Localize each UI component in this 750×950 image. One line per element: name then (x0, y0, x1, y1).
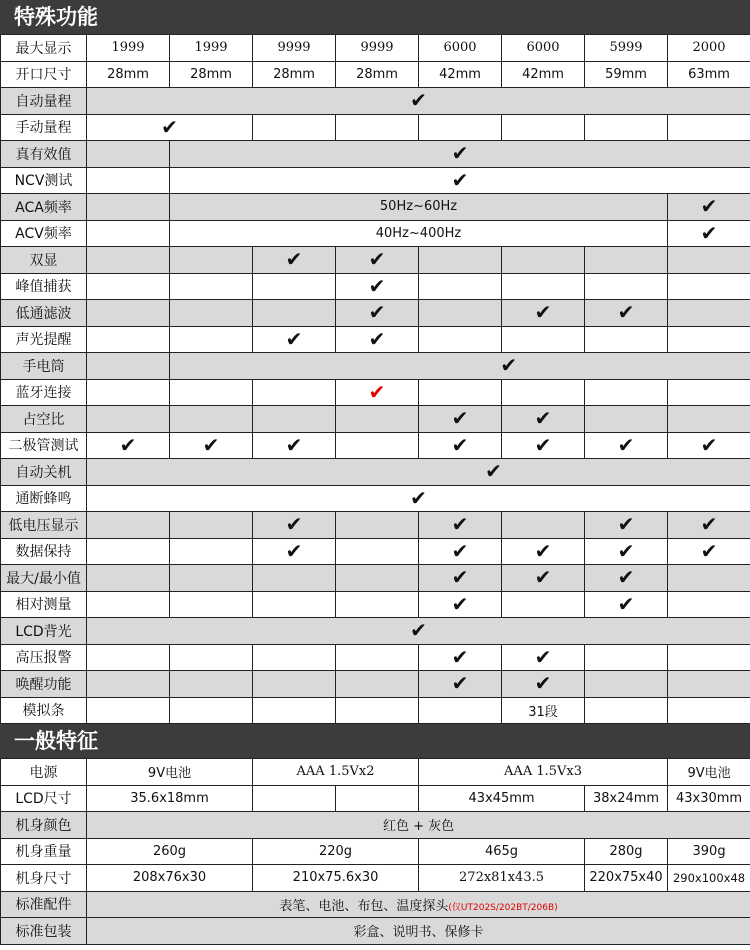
feature-row-low-battery (1, 512, 750, 539)
check-cell (585, 300, 668, 327)
empty-cell (502, 512, 585, 539)
empty-cell (87, 273, 170, 300)
accessories-note: (仅UT202S/202BT/206B) (448, 902, 558, 913)
value-cell: 220g (253, 838, 419, 865)
check-icon: ✔ (410, 618, 427, 643)
row-label: 电源 (1, 759, 87, 786)
row-label: ACA频率 (1, 194, 87, 221)
empty-cell (419, 379, 502, 406)
general-row-color (1, 812, 750, 839)
check-icon: ✔ (368, 273, 386, 298)
row-label: 机身重量 (1, 838, 87, 865)
check-cell (170, 167, 750, 194)
check-cell (419, 406, 502, 433)
empty-cell (87, 247, 170, 274)
row-label: 唤醒功能 (1, 671, 87, 698)
special-features-table (0, 34, 750, 724)
row-label: 标准包装 (1, 918, 87, 945)
general-row-size (1, 865, 750, 892)
check-cell (87, 485, 750, 512)
empty-cell (170, 644, 253, 671)
empty-cell (170, 300, 253, 327)
empty-cell (87, 538, 170, 565)
check-cell (87, 618, 750, 645)
check-icon: ✔ (202, 432, 220, 457)
note-cell: 31段 (502, 697, 585, 724)
value-cell: 9V电池 (668, 759, 750, 786)
feature-row-wake (1, 671, 750, 698)
row-label: LCD尺寸 (1, 785, 87, 812)
value-cell: 28mm (170, 61, 253, 88)
empty-cell (668, 300, 750, 327)
empty-cell (170, 512, 253, 539)
value-cell: 208x76x30 (87, 865, 253, 892)
check-icon: ✔ (534, 671, 552, 696)
feature-row-aca-freq (1, 194, 750, 221)
check-cell (419, 432, 502, 459)
empty-cell (170, 538, 253, 565)
check-icon: ✔ (451, 591, 469, 616)
feature-row-peak-capture (1, 273, 750, 300)
value-cell: AAA 1.5Vx3 (419, 759, 668, 786)
check-cell (585, 432, 668, 459)
check-cell (502, 406, 585, 433)
empty-cell (170, 326, 253, 353)
feature-row-max-min (1, 565, 750, 592)
row-label: 手动量程 (1, 114, 87, 141)
value-cell: 28mm (336, 61, 419, 88)
empty-cell (668, 565, 750, 592)
check-icon: ✔ (368, 247, 386, 272)
empty-cell (585, 114, 668, 141)
feature-row-flashlight (1, 353, 750, 380)
value-cell: 220x75x40 (585, 865, 668, 892)
value-cell: 9999 (336, 35, 419, 62)
empty-cell (253, 273, 336, 300)
row-label: 占空比 (1, 406, 87, 433)
empty-cell (668, 406, 750, 433)
check-icon: ✔ (368, 300, 386, 325)
check-icon: ✔ (534, 565, 552, 590)
empty-cell (253, 671, 336, 698)
check-icon: ✔ (617, 432, 635, 457)
header-row-jaw-size (1, 61, 750, 88)
value-cell: 1999 (170, 35, 253, 62)
empty-cell (336, 785, 419, 812)
check-cell (668, 220, 750, 247)
value-cell: 465g (419, 838, 585, 865)
section-general-header: 一般特征 (0, 724, 750, 758)
row-label: 峰值捕获 (1, 273, 87, 300)
check-icon: ✔ (451, 167, 469, 192)
row-label: 自动关机 (1, 459, 87, 486)
check-icon: ✔ (368, 326, 386, 351)
check-cell (585, 538, 668, 565)
row-label: 标准配件 (1, 891, 87, 918)
feature-row-data-hold (1, 538, 750, 565)
check-icon: ✔ (161, 114, 178, 139)
check-icon: ✔ (410, 485, 427, 510)
value-cell: 6000 (502, 35, 585, 62)
value-cell: 6000 (419, 35, 502, 62)
feature-row-alarm (1, 326, 750, 353)
value-cell: 59mm (585, 61, 668, 88)
feature-row-auto-range (1, 88, 750, 115)
row-label: NCV测试 (1, 167, 87, 194)
general-row-power (1, 759, 750, 786)
empty-cell (668, 326, 750, 353)
row-label: 二极管测试 (1, 432, 87, 459)
general-row-weight (1, 838, 750, 865)
empty-cell (585, 326, 668, 353)
feature-row-auto-off (1, 459, 750, 486)
row-label: 机身颜色 (1, 812, 87, 839)
empty-cell (336, 538, 419, 565)
empty-cell (419, 247, 502, 274)
value-cell: 43x30mm (668, 785, 750, 812)
empty-cell (336, 591, 419, 618)
check-icon: ✔ (534, 538, 552, 563)
check-cell (668, 194, 750, 221)
empty-cell (253, 114, 336, 141)
row-label: 最大/最小值 (1, 565, 87, 592)
check-cell (419, 644, 502, 671)
check-icon: ✔ (451, 538, 469, 563)
feature-row-relative (1, 591, 750, 618)
check-cell (253, 247, 336, 274)
check-cell (336, 247, 419, 274)
empty-cell (668, 114, 750, 141)
feature-row-manual-range (1, 114, 750, 141)
empty-cell (585, 671, 668, 698)
empty-cell (502, 591, 585, 618)
row-label: 低通滤波 (1, 300, 87, 327)
empty-cell (585, 247, 668, 274)
empty-cell (336, 512, 419, 539)
check-icon: ✔ (451, 141, 469, 166)
check-cell (502, 671, 585, 698)
check-icon: ✔ (617, 300, 635, 325)
empty-cell (170, 247, 253, 274)
empty-cell (502, 273, 585, 300)
check-icon: ✔ (285, 432, 303, 457)
check-icon: ✔ (700, 538, 718, 563)
check-icon: ✔ (617, 538, 635, 563)
check-cell (419, 591, 502, 618)
check-icon: ✔ (119, 432, 137, 457)
feature-row-backlight (1, 618, 750, 645)
check-icon: ✔ (617, 565, 635, 590)
check-icon: ✔ (285, 538, 303, 563)
check-icon: ✔ (617, 512, 635, 537)
accessories-text: 表笔、电池、布包、温度探头 (279, 898, 449, 914)
empty-cell (87, 565, 170, 592)
row-label: 开口尺寸 (1, 61, 87, 88)
general-row-lcd (1, 785, 750, 812)
empty-cell (87, 591, 170, 618)
check-cell (87, 459, 750, 486)
empty-cell (87, 220, 170, 247)
check-cell (336, 326, 419, 353)
check-icon: ✔ (451, 671, 469, 696)
check-icon: ✔ (410, 88, 427, 113)
check-icon: ✔ (368, 379, 386, 404)
check-icon: ✔ (285, 326, 303, 351)
check-icon: ✔ (534, 406, 552, 431)
value-cell: 42mm (502, 61, 585, 88)
empty-cell (87, 697, 170, 724)
row-label: 相对测量 (1, 591, 87, 618)
value-cell: 210x75.6x30 (253, 865, 419, 892)
check-cell (585, 512, 668, 539)
row-label: 模拟条 (1, 697, 87, 724)
check-cell (170, 141, 750, 168)
feature-row-bluetooth (1, 379, 750, 406)
empty-cell (253, 406, 336, 433)
feature-row-continuity (1, 485, 750, 512)
feature-row-analog-bar (1, 697, 750, 724)
empty-cell (668, 273, 750, 300)
general-features-table (0, 758, 750, 945)
empty-cell (87, 379, 170, 406)
check-icon: ✔ (451, 512, 469, 537)
empty-cell (585, 379, 668, 406)
empty-cell (668, 591, 750, 618)
empty-cell (419, 697, 502, 724)
row-label: 机身尺寸 (1, 865, 87, 892)
check-icon: ✔ (285, 512, 303, 537)
check-cell (502, 300, 585, 327)
value-cell: 390g (668, 838, 750, 865)
row-label: 双显 (1, 247, 87, 274)
empty-cell (668, 697, 750, 724)
value-cell: 5999 (585, 35, 668, 62)
check-icon: ✔ (500, 353, 518, 378)
check-icon: ✔ (485, 459, 502, 484)
check-cell (336, 379, 419, 406)
check-icon: ✔ (534, 300, 552, 325)
empty-cell (253, 300, 336, 327)
check-icon: ✔ (700, 432, 718, 457)
empty-cell (87, 167, 170, 194)
empty-cell (336, 406, 419, 433)
check-icon: ✔ (451, 644, 469, 669)
value-cell: 红色 + 灰色 (87, 812, 750, 839)
check-cell (668, 432, 750, 459)
feature-row-duty-cycle (1, 406, 750, 433)
value-cell: 290x100x48 (668, 865, 750, 892)
empty-cell (668, 379, 750, 406)
empty-cell (87, 406, 170, 433)
empty-cell (170, 565, 253, 592)
row-label: 自动量程 (1, 88, 87, 115)
empty-cell (253, 379, 336, 406)
empty-cell (87, 644, 170, 671)
check-icon: ✔ (451, 406, 469, 431)
check-cell (336, 273, 419, 300)
feature-row-dual-display (1, 247, 750, 274)
empty-cell (170, 406, 253, 433)
value-cell: 280g (585, 838, 668, 865)
check-cell (668, 538, 750, 565)
empty-cell (170, 273, 253, 300)
check-cell (502, 432, 585, 459)
check-cell (170, 353, 750, 380)
check-cell (336, 300, 419, 327)
row-label: 通断蜂鸣 (1, 485, 87, 512)
empty-cell (585, 406, 668, 433)
value-cell: 43x45mm (419, 785, 585, 812)
check-cell (585, 591, 668, 618)
value-cell: 9999 (253, 35, 336, 62)
empty-cell (336, 114, 419, 141)
check-cell (253, 326, 336, 353)
check-icon: ✔ (285, 247, 303, 272)
feature-row-ncv (1, 167, 750, 194)
empty-cell (253, 785, 336, 812)
empty-cell (87, 194, 170, 221)
check-icon: ✔ (534, 644, 552, 669)
check-cell (502, 565, 585, 592)
feature-row-acv-freq (1, 220, 750, 247)
empty-cell (170, 671, 253, 698)
feature-row-hv-alarm (1, 644, 750, 671)
empty-cell (668, 644, 750, 671)
value-cell: 260g (87, 838, 253, 865)
row-label: 手电筒 (1, 353, 87, 380)
range-cell: 50Hz~60Hz (170, 194, 668, 221)
check-cell (87, 432, 170, 459)
feature-row-low-pass (1, 300, 750, 327)
empty-cell (502, 247, 585, 274)
empty-cell (87, 141, 170, 168)
check-cell (419, 512, 502, 539)
value-cell: 1999 (87, 35, 170, 62)
check-cell (87, 88, 750, 115)
empty-cell (502, 326, 585, 353)
row-label: 最大显示 (1, 35, 87, 62)
empty-cell (253, 644, 336, 671)
value-cell: 63mm (668, 61, 750, 88)
empty-cell (419, 300, 502, 327)
empty-cell (585, 273, 668, 300)
empty-cell (336, 671, 419, 698)
value-cell: 35.6x18mm (87, 785, 253, 812)
range-cell: 40Hz~400Hz (170, 220, 668, 247)
empty-cell (419, 114, 502, 141)
empty-cell (87, 671, 170, 698)
check-cell (502, 538, 585, 565)
check-icon: ✔ (700, 194, 718, 219)
empty-cell (87, 300, 170, 327)
value-cell: 38x24mm (585, 785, 668, 812)
empty-cell (668, 247, 750, 274)
check-icon: ✔ (700, 220, 718, 245)
value-cell (87, 891, 750, 918)
empty-cell (502, 114, 585, 141)
empty-cell (419, 326, 502, 353)
check-cell (419, 671, 502, 698)
general-row-package (1, 918, 750, 945)
empty-cell (253, 697, 336, 724)
header-row-max-display (1, 35, 750, 62)
row-label: 高压报警 (1, 644, 87, 671)
empty-cell (336, 697, 419, 724)
row-label: ACV频率 (1, 220, 87, 247)
value-cell: AAA 1.5Vx2 (253, 759, 419, 786)
value-cell: 28mm (253, 61, 336, 88)
check-cell (253, 432, 336, 459)
empty-cell (170, 591, 253, 618)
empty-cell (87, 512, 170, 539)
empty-cell (87, 326, 170, 353)
value-cell: 28mm (87, 61, 170, 88)
check-cell (170, 432, 253, 459)
check-cell (87, 114, 253, 141)
check-icon: ✔ (451, 565, 469, 590)
row-label: 数据保持 (1, 538, 87, 565)
check-icon: ✔ (617, 591, 635, 616)
empty-cell (336, 565, 419, 592)
check-cell (585, 565, 668, 592)
general-row-accessories (1, 891, 750, 918)
value-cell: 彩盒、说明书、保修卡 (87, 918, 750, 945)
empty-cell (336, 432, 419, 459)
empty-cell (253, 591, 336, 618)
empty-cell (170, 379, 253, 406)
empty-cell (585, 644, 668, 671)
check-icon: ✔ (700, 512, 718, 537)
value-cell: 272x81x43.5 (419, 865, 585, 892)
check-cell (253, 538, 336, 565)
check-icon: ✔ (451, 432, 469, 457)
empty-cell (336, 644, 419, 671)
value-cell: 2000 (668, 35, 750, 62)
value-cell: 42mm (419, 61, 502, 88)
empty-cell (87, 353, 170, 380)
row-label: 真有效值 (1, 141, 87, 168)
check-icon: ✔ (534, 432, 552, 457)
empty-cell (419, 273, 502, 300)
section-special-header: 特殊功能 (0, 0, 750, 34)
feature-row-diode (1, 432, 750, 459)
row-label: 蓝牙连接 (1, 379, 87, 406)
check-cell (419, 538, 502, 565)
row-label: 声光提醒 (1, 326, 87, 353)
empty-cell (170, 697, 253, 724)
empty-cell (253, 565, 336, 592)
empty-cell (668, 671, 750, 698)
check-cell (419, 565, 502, 592)
row-label: LCD背光 (1, 618, 87, 645)
empty-cell (502, 379, 585, 406)
check-cell (668, 512, 750, 539)
check-cell (502, 644, 585, 671)
row-label: 低电压显示 (1, 512, 87, 539)
feature-row-true-rms (1, 141, 750, 168)
empty-cell (585, 697, 668, 724)
value-cell: 9V电池 (87, 759, 253, 786)
check-cell (253, 512, 336, 539)
